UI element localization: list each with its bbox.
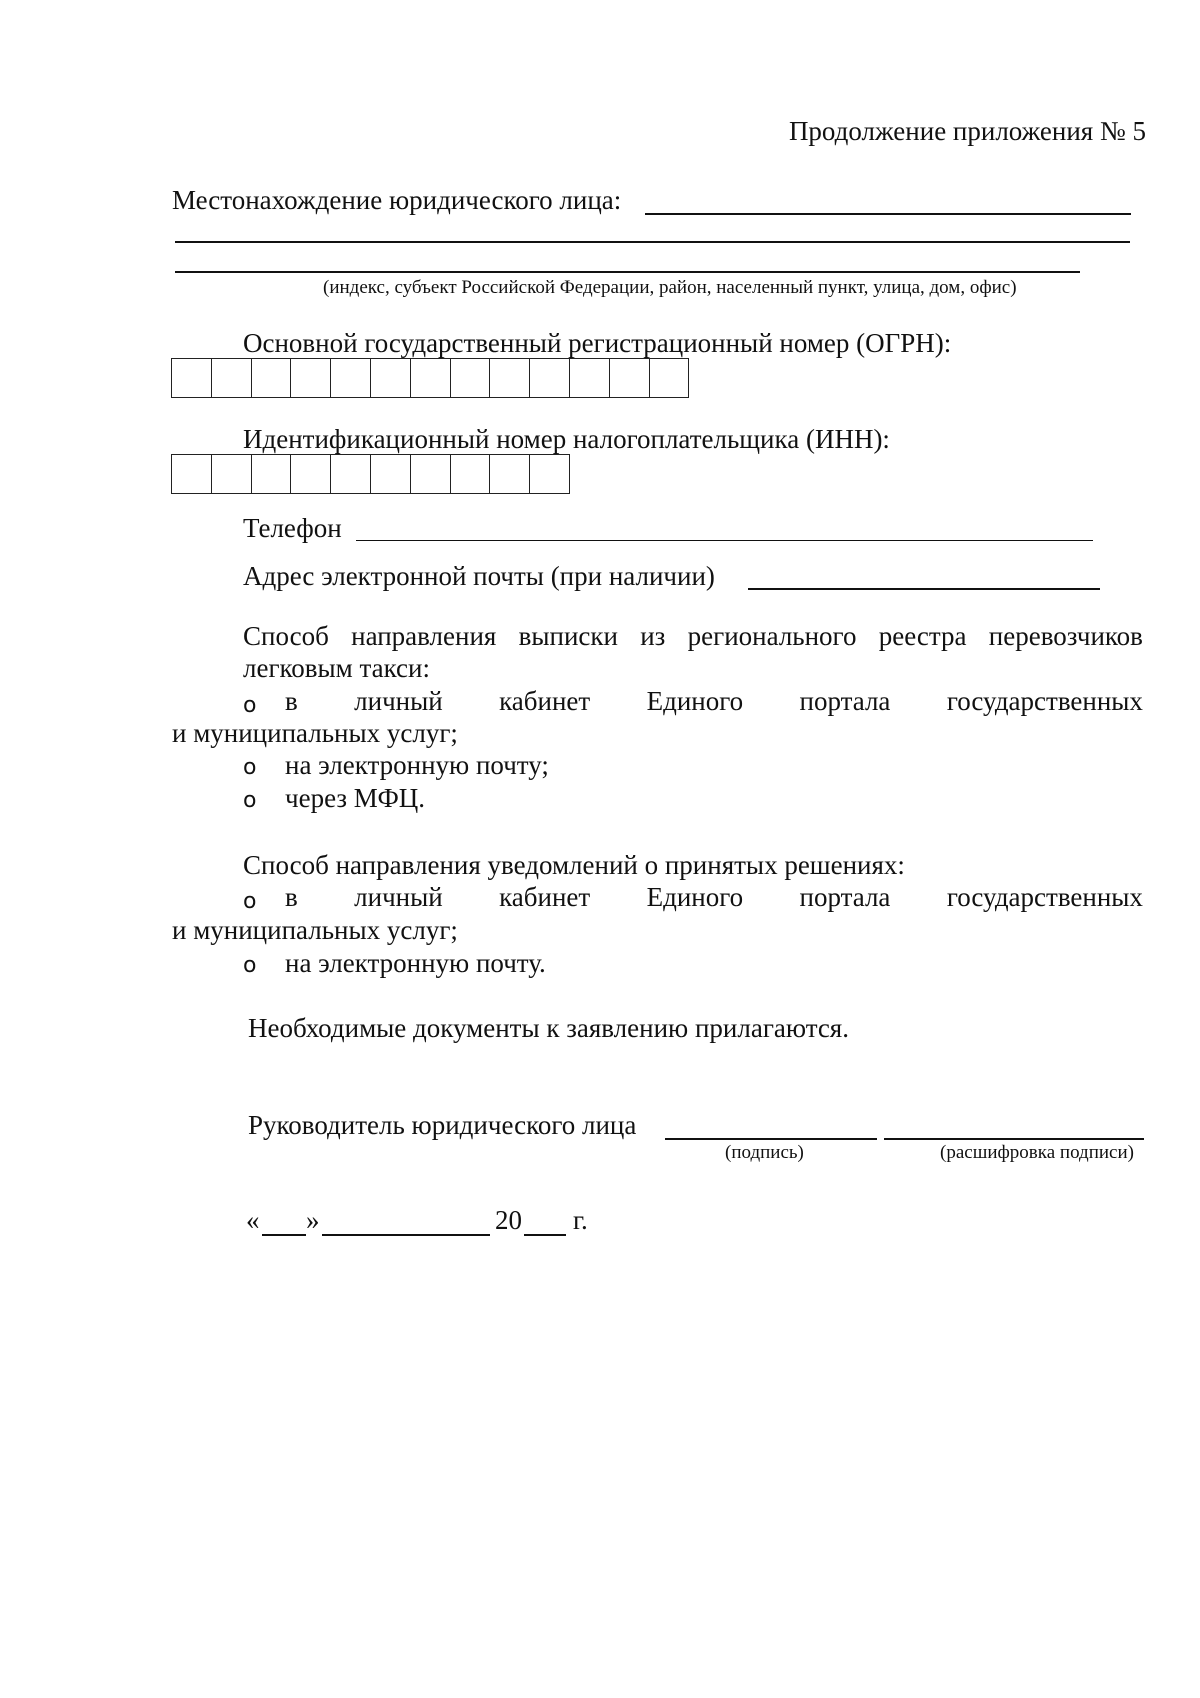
ogrn-digit-cell[interactable] [650, 358, 690, 398]
phone-line[interactable] [356, 540, 1093, 541]
radio-circle-icon[interactable]: о [243, 788, 257, 813]
ogrn-digit-cell[interactable] [291, 358, 331, 398]
notify-option-email-label: на электронную почту. [285, 948, 546, 978]
radio-circle-icon[interactable]: о [243, 889, 257, 914]
extract-heading-word: из [640, 621, 666, 651]
notify-option-portal-bullet[interactable] [243, 886, 256, 913]
ogrn-digit-cell[interactable] [451, 358, 491, 398]
radio-circle-icon[interactable]: о [243, 693, 257, 718]
date-open-quote: « [246, 1205, 260, 1235]
signature-label: Руководитель юридического лица [248, 1110, 637, 1140]
extract-heading-word: направления [351, 621, 497, 651]
date-month-line[interactable] [322, 1234, 490, 1236]
extract-heading-word: Способ [243, 621, 329, 651]
option-word: портала [799, 882, 891, 912]
address-line-2[interactable] [175, 241, 1130, 243]
option-word: личный [354, 882, 443, 912]
option-word: в [285, 882, 298, 912]
extract-option-email-label: на электронную почту; [285, 750, 549, 780]
ogrn-label: Основной государственный регистрационный номер (ОГРН): [243, 328, 952, 358]
date-year-prefix: 20 [495, 1205, 522, 1235]
date-year-line[interactable] [524, 1234, 566, 1236]
extract-heading-word: реестра [878, 621, 967, 651]
extract-heading-line2: легковым такси: [243, 653, 430, 683]
inn-digit-cell[interactable] [451, 454, 491, 494]
notify-option-portal-line2: и муниципальных услуг; [172, 915, 458, 945]
option-word: Единого [646, 882, 744, 912]
appendix-title: Продолжение приложения № 5 [788, 116, 1146, 146]
signature-hint: (подпись) [725, 1142, 804, 1163]
inn-digit-cell[interactable] [291, 454, 331, 494]
inn-digit-cell[interactable] [172, 454, 212, 494]
option-word: государственных [946, 882, 1143, 912]
ogrn-digit-cell[interactable] [411, 358, 451, 398]
signature-decode-line[interactable] [884, 1138, 1144, 1140]
date-day-line[interactable] [262, 1234, 306, 1236]
notify-option-email[interactable] [243, 948, 546, 978]
ogrn-digit-cell[interactable] [212, 358, 252, 398]
option-word: личный [354, 686, 443, 716]
option-word: государственных [946, 686, 1143, 716]
inn-digit-cell[interactable] [411, 454, 451, 494]
ogrn-digit-cell[interactable] [530, 358, 570, 398]
ogrn-digit-cell[interactable] [252, 358, 292, 398]
option-word: портала [799, 686, 891, 716]
radio-circle-icon[interactable]: о [243, 755, 257, 780]
address-label: Местонахождение юридического лица: [172, 185, 622, 215]
inn-digit-cell[interactable] [530, 454, 570, 494]
date-close-quote: » [306, 1205, 320, 1235]
extract-heading [243, 623, 1143, 650]
extract-option-email[interactable] [243, 750, 549, 780]
address-line-1[interactable] [645, 213, 1131, 215]
ogrn-digit-cell[interactable] [610, 358, 650, 398]
inn-digit-cell[interactable] [212, 454, 252, 494]
inn-digit-cell[interactable] [371, 454, 411, 494]
signature-line[interactable] [665, 1138, 877, 1140]
date-year-suffix: г. [573, 1205, 588, 1235]
inn-label: Идентификационный номер налогоплательщика (ИНН): [243, 424, 890, 454]
inn-digit-cell[interactable] [490, 454, 530, 494]
extract-option-portal-line2: и муниципальных услуг; [172, 718, 458, 748]
ogrn-digit-cell[interactable] [172, 358, 212, 398]
ogrn-input-cells[interactable] [171, 358, 689, 398]
extract-heading-word: перевозчиков [988, 621, 1143, 651]
extract-option-mfc-label: через МФЦ. [285, 783, 426, 813]
radio-circle-icon[interactable]: о [243, 953, 257, 978]
email-line[interactable] [748, 588, 1100, 590]
signature-decode-hint: (расшифровка подписи) [940, 1142, 1134, 1163]
extract-heading-word: регионального [687, 621, 857, 651]
inn-digit-cell[interactable] [331, 454, 371, 494]
option-word: кабинет [499, 882, 591, 912]
extract-option-portal-bullet[interactable] [243, 690, 256, 717]
phone-label: Телефон [243, 513, 342, 543]
extract-option-portal[interactable] [285, 688, 1143, 715]
inn-input-cells[interactable] [171, 454, 570, 494]
email-label: Адрес электронной почты (при наличии) [243, 561, 715, 591]
option-word: Единого [646, 686, 744, 716]
ogrn-digit-cell[interactable] [371, 358, 411, 398]
option-word: в [285, 686, 298, 716]
notify-heading: Способ направления уведомлений о принятых решениях: [243, 850, 905, 880]
address-hint: (индекс, субъект Российской Федерации, район, населенный пункт, улица, дом, офис) [323, 277, 1017, 298]
inn-digit-cell[interactable] [252, 454, 292, 494]
notify-option-portal[interactable] [285, 884, 1143, 911]
address-line-3[interactable] [175, 271, 1080, 273]
ogrn-digit-cell[interactable] [570, 358, 610, 398]
option-word: кабинет [499, 686, 591, 716]
attachments-note: Необходимые документы к заявлению прилагаются. [248, 1013, 849, 1043]
extract-heading-word: выписки [518, 621, 618, 651]
extract-option-mfc[interactable] [243, 783, 426, 813]
ogrn-digit-cell[interactable] [331, 358, 371, 398]
ogrn-digit-cell[interactable] [490, 358, 530, 398]
